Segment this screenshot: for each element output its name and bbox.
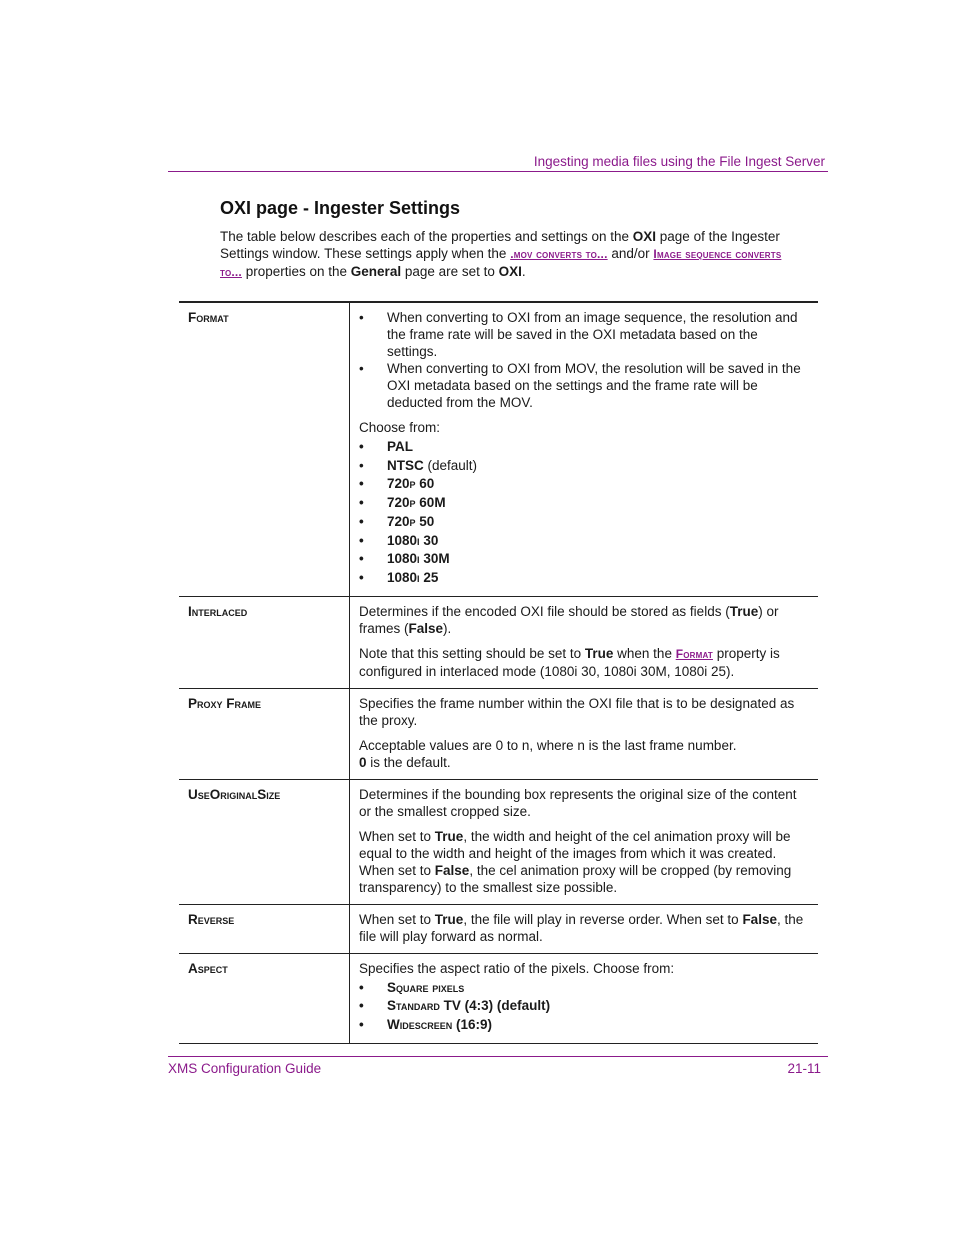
- text: , the file will play in reverse order. When set to: [463, 911, 743, 927]
- option-value-suffix: TV (4:3) (default): [439, 998, 551, 1014]
- page-footer: [168, 1056, 828, 1081]
- option-value: NTSC: [387, 457, 424, 473]
- table-row-reverse: [179, 904, 818, 953]
- choose-from-label: Choose from:: [359, 420, 441, 435]
- list-item: [359, 569, 809, 588]
- bold-value: False: [408, 620, 444, 636]
- option-value: 1080: [387, 551, 418, 567]
- list-item: [359, 457, 809, 476]
- option-value-suffix: (16:9): [452, 1017, 493, 1033]
- bullet-icon: •: [359, 569, 364, 585]
- description-paragraph: Specifies the frame number within the OXI file that is to be designated as the proxy.: [359, 695, 795, 728]
- footer-guide-title: XMS Configuration Guide: [168, 1061, 322, 1076]
- description-paragraph: Specifies the aspect ratio of the pixels. Choose from:: [359, 960, 675, 976]
- text: , the file will play forward as normal.: [359, 911, 804, 944]
- list-item-text: When converting to OXI from an image sequence, the resolution and the frame rate will be saved in the OXI metadata based on the settings.: [387, 310, 798, 359]
- table-row-format: [179, 302, 818, 596]
- option-value-suffix: i: [417, 551, 420, 567]
- property-description: [350, 904, 819, 953]
- property-description: [350, 596, 819, 688]
- list-item: [359, 997, 809, 1016]
- list-item: [359, 475, 809, 494]
- list-item: [359, 360, 809, 411]
- option-value: PAL: [387, 439, 413, 454]
- option-value-rate: 60M: [415, 495, 446, 511]
- text: , the width and height of the cel animation proxy will be equal to the width and height of the images from which it was created. When set to: [359, 828, 791, 878]
- bold-value: True: [434, 911, 464, 927]
- intro-paragraph: [220, 228, 800, 281]
- text: property is configured in interlaced mode (1080i 30, 1080i 30M, 1080i 25).: [359, 645, 780, 679]
- bullet-icon: •: [359, 979, 364, 995]
- text: , the cel animation proxy will be cropped (by removing transparency) to the smallest size possible.: [359, 862, 792, 895]
- option-value-rate: 50: [415, 513, 435, 529]
- running-header: [168, 153, 828, 172]
- bold-value: True: [729, 603, 759, 619]
- option-value-rate: 30: [419, 532, 439, 548]
- option-value: 1080: [387, 532, 418, 548]
- property-name: Interlaced: [179, 596, 350, 688]
- intro-text: page are set to: [401, 264, 499, 279]
- bullet-icon: •: [359, 310, 364, 325]
- option-value: 720: [387, 495, 410, 511]
- option-value-suffix: i: [417, 569, 420, 585]
- intro-text: and/or: [607, 246, 654, 261]
- property-name: Format: [179, 302, 350, 596]
- intro-bold-oxi: OXI: [632, 229, 657, 244]
- option-note: (default): [423, 457, 478, 473]
- text: when the: [613, 645, 676, 661]
- option-value-rate: 30M: [419, 551, 450, 567]
- properties-table: [179, 301, 818, 1044]
- bullet-icon: •: [359, 532, 364, 548]
- list-item: [359, 438, 809, 457]
- list-item: [359, 494, 809, 513]
- bullet-icon: •: [359, 457, 364, 473]
- list-item-text: When converting to OXI from MOV, the resolution will be saved in the OXI metadata based on the settings and the frame rate will be deducted from the MOV.: [387, 361, 801, 410]
- bullet-icon: •: [359, 495, 364, 511]
- property-name: Aspect: [179, 953, 350, 1043]
- option-value-suffix: p: [409, 513, 416, 529]
- intro-text: The table below describes each of the properties and settings on the: [220, 229, 633, 244]
- property-description: [350, 953, 819, 1043]
- mov-converts-link[interactable]: .mov converts to...: [510, 247, 608, 261]
- list-item: [359, 309, 809, 360]
- intro-bold-general: General: [350, 264, 402, 279]
- property-name: UseOriginalSize: [179, 779, 350, 904]
- format-notes-list: [359, 309, 809, 411]
- option-value-rate: 60: [415, 476, 435, 492]
- format-link[interactable]: Format: [675, 646, 713, 661]
- bold-value: True: [584, 645, 614, 661]
- option-value: 720: [387, 476, 410, 492]
- list-item: [359, 550, 809, 569]
- text: When set to: [359, 828, 435, 844]
- bold-value: False: [434, 862, 470, 878]
- bullet-icon: •: [359, 476, 364, 492]
- bullet-icon: •: [359, 361, 364, 376]
- text: Determines if the encoded OXI file should be stored as fields (: [359, 603, 730, 619]
- list-item: [359, 979, 809, 998]
- text: ).: [443, 620, 452, 636]
- option-value: Square pixels: [387, 979, 465, 995]
- bold-value: False: [742, 911, 777, 927]
- intro-text: .: [521, 264, 526, 279]
- list-item: [359, 513, 809, 532]
- description-paragraph: [359, 737, 809, 771]
- description-paragraph: [359, 911, 809, 945]
- text: is the default.: [366, 754, 451, 770]
- format-options-list: [359, 438, 809, 588]
- description-paragraph: [359, 603, 809, 637]
- option-value-suffix: p: [409, 495, 416, 511]
- bold-value: True: [434, 828, 464, 844]
- page-number: 21-11: [787, 1061, 821, 1076]
- property-description: [350, 688, 819, 779]
- intro-text: page of the Ingester Settings window. These settings apply when the: [220, 229, 780, 261]
- option-value: 720: [387, 513, 410, 529]
- text: When set to: [359, 911, 435, 927]
- table-row-interlaced: [179, 596, 818, 688]
- bullet-icon: •: [359, 998, 364, 1014]
- option-value-rate: 25: [419, 569, 439, 585]
- bullet-icon: •: [359, 513, 364, 529]
- option-value-suffix: i: [417, 532, 420, 548]
- text: ) or frames (: [359, 603, 779, 636]
- bullet-icon: •: [359, 551, 364, 567]
- option-value-suffix: p: [409, 476, 416, 492]
- property-description: [350, 779, 819, 904]
- bullet-icon: •: [359, 1017, 364, 1033]
- bold-value: 0: [359, 754, 367, 770]
- intro-text: properties on the: [241, 264, 351, 279]
- property-description: [350, 302, 819, 596]
- text: Acceptable values are 0 to n, where n is the last frame number.: [359, 737, 737, 753]
- aspect-options-list: [359, 979, 809, 1035]
- property-name: Reverse: [179, 904, 350, 953]
- bullet-icon: •: [359, 439, 364, 454]
- description-paragraph: [359, 828, 809, 896]
- table-row-aspect: [179, 953, 818, 1043]
- property-name: Proxy Frame: [179, 688, 350, 779]
- section-title: OXI page - Ingester Settings: [220, 198, 461, 218]
- description-paragraph: [359, 645, 809, 680]
- table-row-proxy-frame: [179, 688, 818, 779]
- option-value: Standard: [387, 998, 440, 1014]
- list-item: [359, 1016, 809, 1035]
- running-header-title: Ingesting media files using the File Ingest Server: [533, 154, 825, 169]
- option-value: Widescreen: [387, 1017, 453, 1033]
- intro-bold-oxi: OXI: [498, 264, 522, 279]
- table-row-use-original-size: [179, 779, 818, 904]
- description-paragraph: Determines if the bounding box represents the original size of the content or the smallest cropped size.: [359, 786, 797, 819]
- text: Note that this setting should be set to: [359, 645, 585, 661]
- option-value: 1080: [387, 569, 418, 585]
- image-sequence-converts-link[interactable]: Image sequence converts to...: [220, 247, 782, 279]
- list-item: [359, 532, 809, 551]
